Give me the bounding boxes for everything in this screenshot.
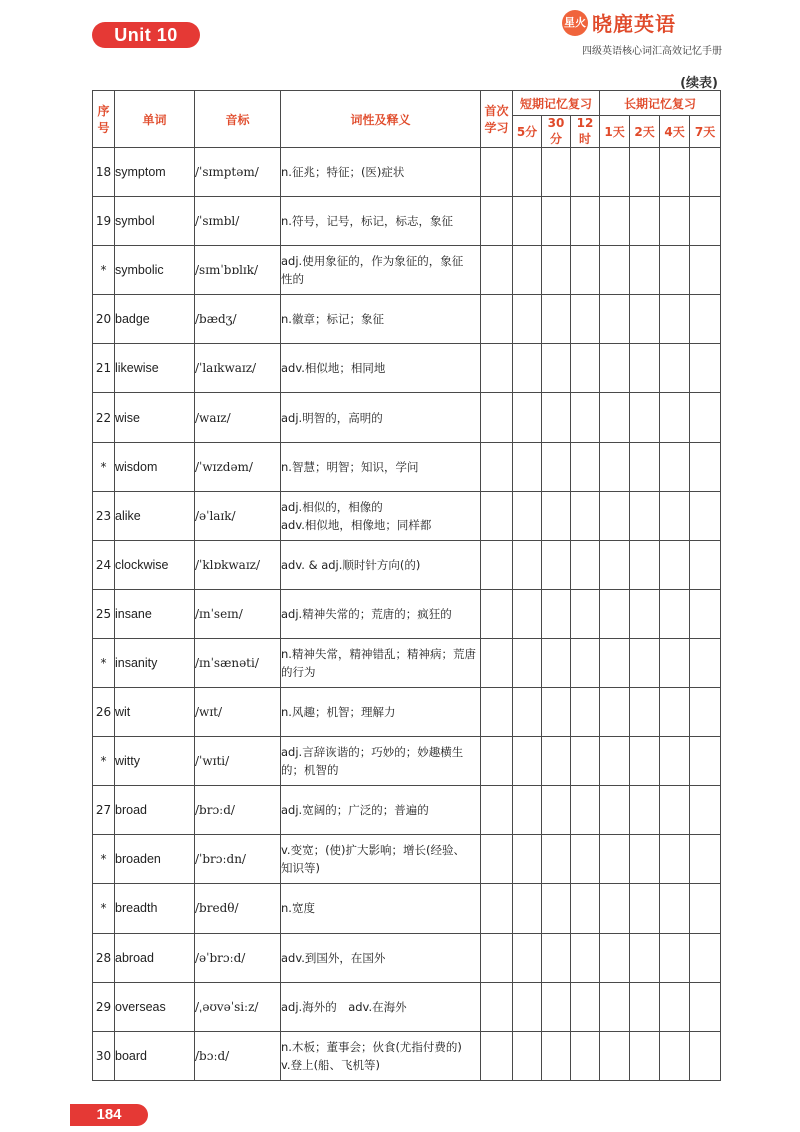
- review-cell-first-study[interactable]: [481, 835, 513, 884]
- review-cell-long-4day[interactable]: [660, 933, 690, 982]
- row-number: 21: [93, 344, 115, 393]
- review-cell-long-1day[interactable]: [600, 491, 630, 540]
- review-cell-short-30min[interactable]: [542, 491, 571, 540]
- review-cell-long-1day[interactable]: [600, 638, 630, 687]
- review-cell-long-4day[interactable]: [660, 1031, 690, 1080]
- table-row: [93, 786, 721, 835]
- definition-line: n.符号，记号，标记，标志，象征: [281, 214, 453, 229]
- review-cell-short-30min[interactable]: [542, 933, 571, 982]
- header-short-term: 短期记忆复习: [513, 91, 600, 116]
- review-cell-long-2day[interactable]: [630, 442, 660, 491]
- review-cell-long-2day[interactable]: [630, 344, 660, 393]
- review-cell-long-7day[interactable]: [690, 393, 721, 442]
- review-cell-long-4day[interactable]: [660, 442, 690, 491]
- review-cell-first-study[interactable]: [481, 540, 513, 589]
- brand-subtitle: 四级英语核心词汇高效记忆手册: [582, 46, 722, 57]
- header-long-1day: 1天: [600, 116, 630, 148]
- header-short-12h: 12时: [571, 116, 600, 148]
- definition-line: adj.言辞诙谐的；巧妙的；妙趣横生: [281, 745, 464, 760]
- review-cell-long-2day[interactable]: [630, 491, 660, 540]
- review-cell-short-5min[interactable]: [513, 491, 542, 540]
- row-word: board: [115, 1031, 195, 1080]
- review-cell-first-study[interactable]: [481, 1031, 513, 1080]
- row-word: symbolic: [115, 246, 195, 295]
- review-cell-short-5min[interactable]: [513, 737, 542, 786]
- row-phonetic: /brɔːd/: [195, 786, 281, 835]
- definition-line: n.精神失常，精神错乱；精神病；荒唐: [281, 646, 476, 661]
- review-cell-short-30min[interactable]: [542, 540, 571, 589]
- table-row: [93, 540, 721, 589]
- review-cell-short-12h[interactable]: [571, 933, 600, 982]
- review-cell-long-1day[interactable]: [600, 246, 630, 295]
- review-cell-long-7day[interactable]: [690, 688, 721, 737]
- definition-line: adj.相似的，相像的: [281, 499, 383, 514]
- definition-line: adj.宽阔的；广泛的；普遍的: [281, 803, 429, 818]
- review-cell-long-2day[interactable]: [630, 933, 660, 982]
- review-cell-long-7day[interactable]: [690, 1031, 721, 1080]
- review-cell-long-4day[interactable]: [660, 786, 690, 835]
- review-cell-long-2day[interactable]: [630, 197, 660, 246]
- review-cell-first-study[interactable]: [481, 786, 513, 835]
- unit-badge: Unit 10: [92, 22, 200, 48]
- review-cell-long-4day[interactable]: [660, 491, 690, 540]
- review-cell-long-7day[interactable]: [690, 786, 721, 835]
- row-word: broad: [115, 786, 195, 835]
- review-cell-long-7day[interactable]: [690, 982, 721, 1031]
- review-cell-short-12h[interactable]: [571, 982, 600, 1031]
- review-cell-first-study[interactable]: [481, 638, 513, 687]
- row-phonetic: /ˈbrɔːdn/: [195, 835, 281, 884]
- row-number: *: [93, 884, 115, 933]
- row-phonetic: /bredθ/: [195, 884, 281, 933]
- review-cell-long-7day[interactable]: [690, 148, 721, 197]
- review-cell-long-7day[interactable]: [690, 540, 721, 589]
- review-cell-short-12h[interactable]: [571, 344, 600, 393]
- brand-logo-icon: 星火: [562, 10, 588, 36]
- continued-label: (续表): [680, 76, 718, 91]
- table-row: [93, 737, 721, 786]
- review-cell-long-1day[interactable]: [600, 982, 630, 1031]
- table-row: [93, 884, 721, 933]
- review-cell-long-4day[interactable]: [660, 982, 690, 1031]
- definition-line: n.风趣；机智；理解力: [281, 705, 396, 720]
- review-cell-long-7day[interactable]: [690, 737, 721, 786]
- table-row: [93, 442, 721, 491]
- review-cell-first-study[interactable]: [481, 688, 513, 737]
- row-definition: [281, 442, 481, 491]
- review-cell-long-1day[interactable]: [600, 442, 630, 491]
- review-cell-short-5min[interactable]: [513, 442, 542, 491]
- row-number: 25: [93, 589, 115, 638]
- row-number: 26: [93, 688, 115, 737]
- review-cell-first-study[interactable]: [481, 295, 513, 344]
- review-cell-short-12h[interactable]: [571, 540, 600, 589]
- review-cell-short-5min[interactable]: [513, 933, 542, 982]
- review-cell-short-5min[interactable]: [513, 884, 542, 933]
- row-phonetic: /ˈwɪzdəm/: [195, 442, 281, 491]
- review-cell-long-7day[interactable]: [690, 246, 721, 295]
- row-word: abroad: [115, 933, 195, 982]
- brand-block: [552, 8, 722, 58]
- review-cell-short-5min[interactable]: [513, 1031, 542, 1080]
- row-number: *: [93, 835, 115, 884]
- row-word: badge: [115, 295, 195, 344]
- row-word: symptom: [115, 148, 195, 197]
- review-cell-long-7day[interactable]: [690, 884, 721, 933]
- review-cell-first-study[interactable]: [481, 393, 513, 442]
- header-word: 单词: [115, 91, 195, 148]
- review-cell-long-2day[interactable]: [630, 589, 660, 638]
- table-row: [93, 393, 721, 442]
- review-cell-short-12h[interactable]: [571, 884, 600, 933]
- row-number: 22: [93, 393, 115, 442]
- row-phonetic: /sɪmˈbɒlɪk/: [195, 246, 281, 295]
- review-cell-short-12h[interactable]: [571, 491, 600, 540]
- review-cell-long-2day[interactable]: [630, 295, 660, 344]
- review-cell-long-1day[interactable]: [600, 884, 630, 933]
- review-cell-first-study[interactable]: [481, 491, 513, 540]
- review-cell-long-1day[interactable]: [600, 295, 630, 344]
- review-cell-long-2day[interactable]: [630, 246, 660, 295]
- review-cell-short-30min[interactable]: [542, 197, 571, 246]
- row-phonetic: /ˈklɒkwaɪz/: [195, 540, 281, 589]
- review-cell-long-1day[interactable]: [600, 540, 630, 589]
- definition-line: adv.到国外，在国外: [281, 950, 386, 965]
- row-word: wit: [115, 688, 195, 737]
- row-word: clockwise: [115, 540, 195, 589]
- row-phonetic: /bɔːd/: [195, 1031, 281, 1080]
- row-number: 24: [93, 540, 115, 589]
- row-word: alike: [115, 491, 195, 540]
- row-definition: [281, 393, 481, 442]
- header-long-4day: 4天: [660, 116, 690, 148]
- row-number: 20: [93, 295, 115, 344]
- definition-line: adv.相似地，相像地；同样都: [281, 517, 432, 532]
- review-cell-first-study[interactable]: [481, 442, 513, 491]
- row-phonetic: /ˈlaɪkwaɪz/: [195, 344, 281, 393]
- review-cell-long-7day[interactable]: [690, 638, 721, 687]
- review-cell-long-1day[interactable]: [600, 1031, 630, 1080]
- review-cell-short-5min[interactable]: [513, 148, 542, 197]
- table-row: [93, 638, 721, 687]
- row-definition: [281, 1031, 481, 1080]
- row-word: likewise: [115, 344, 195, 393]
- review-cell-long-4day[interactable]: [660, 393, 690, 442]
- row-number: 23: [93, 491, 115, 540]
- row-number: *: [93, 737, 115, 786]
- table-row: [93, 197, 721, 246]
- review-cell-long-2day[interactable]: [630, 737, 660, 786]
- review-cell-short-5min[interactable]: [513, 688, 542, 737]
- review-cell-short-30min[interactable]: [542, 638, 571, 687]
- review-cell-long-2day[interactable]: [630, 786, 660, 835]
- table-row: [93, 933, 721, 982]
- row-definition: [281, 933, 481, 982]
- table-row: [93, 835, 721, 884]
- row-definition: [281, 638, 481, 687]
- review-cell-short-5min[interactable]: [513, 638, 542, 687]
- review-cell-long-1day[interactable]: [600, 148, 630, 197]
- row-word: witty: [115, 737, 195, 786]
- row-number: 30: [93, 1031, 115, 1080]
- row-phonetic: /əˈbrɔːd/: [195, 933, 281, 982]
- review-cell-short-12h[interactable]: [571, 638, 600, 687]
- header-definition: 词性及释义: [281, 91, 481, 148]
- review-cell-short-30min[interactable]: [542, 442, 571, 491]
- review-cell-short-12h[interactable]: [571, 1031, 600, 1080]
- review-cell-long-2day[interactable]: [630, 638, 660, 687]
- row-phonetic: /ˈsɪmbl/: [195, 197, 281, 246]
- vocabulary-table: [92, 90, 721, 1081]
- definition-line: 知识等): [281, 861, 320, 876]
- row-number: 28: [93, 933, 115, 982]
- review-cell-long-7day[interactable]: [690, 835, 721, 884]
- review-cell-long-1day[interactable]: [600, 835, 630, 884]
- review-cell-long-2day[interactable]: [630, 1031, 660, 1080]
- header-short-5min: 5分: [513, 116, 542, 148]
- row-definition: [281, 786, 481, 835]
- header-long-2day: 2天: [630, 116, 660, 148]
- review-cell-short-30min[interactable]: [542, 688, 571, 737]
- review-cell-short-30min[interactable]: [542, 1031, 571, 1080]
- review-cell-long-2day[interactable]: [630, 835, 660, 884]
- row-word: wise: [115, 393, 195, 442]
- review-cell-short-5min[interactable]: [513, 982, 542, 1031]
- row-definition: [281, 688, 481, 737]
- review-cell-long-1day[interactable]: [600, 344, 630, 393]
- definition-line: adj.海外的 adv.在海外: [281, 999, 407, 1014]
- review-cell-short-12h[interactable]: [571, 688, 600, 737]
- review-cell-short-12h[interactable]: [571, 442, 600, 491]
- row-phonetic: /ˈwɪti/: [195, 737, 281, 786]
- review-cell-short-30min[interactable]: [542, 246, 571, 295]
- review-cell-short-30min[interactable]: [542, 982, 571, 1031]
- review-cell-short-30min[interactable]: [542, 148, 571, 197]
- review-cell-long-4day[interactable]: [660, 835, 690, 884]
- review-cell-long-1day[interactable]: [600, 393, 630, 442]
- review-cell-first-study[interactable]: [481, 197, 513, 246]
- review-cell-long-4day[interactable]: [660, 197, 690, 246]
- review-cell-long-1day[interactable]: [600, 737, 630, 786]
- definition-line: adj.明智的，高明的: [281, 410, 383, 425]
- review-cell-first-study[interactable]: [481, 884, 513, 933]
- row-definition: [281, 246, 481, 295]
- review-cell-first-study[interactable]: [481, 589, 513, 638]
- definition-line: 性的: [281, 272, 304, 287]
- review-cell-long-1day[interactable]: [600, 933, 630, 982]
- review-cell-long-4day[interactable]: [660, 540, 690, 589]
- review-cell-short-12h[interactable]: [571, 737, 600, 786]
- review-cell-short-30min[interactable]: [542, 737, 571, 786]
- review-cell-short-30min[interactable]: [542, 884, 571, 933]
- review-cell-short-12h[interactable]: [571, 786, 600, 835]
- row-word: overseas: [115, 982, 195, 1031]
- row-phonetic: /ˈsɪmptəm/: [195, 148, 281, 197]
- review-cell-short-5min[interactable]: [513, 835, 542, 884]
- definition-line: 的行为: [281, 664, 316, 679]
- review-cell-long-4day[interactable]: [660, 246, 690, 295]
- definition-line: n.宽度: [281, 901, 315, 916]
- review-cell-short-12h[interactable]: [571, 835, 600, 884]
- review-cell-short-5min[interactable]: [513, 786, 542, 835]
- review-cell-short-12h[interactable]: [571, 589, 600, 638]
- row-word: breadth: [115, 884, 195, 933]
- review-cell-first-study[interactable]: [481, 344, 513, 393]
- review-cell-long-1day[interactable]: [600, 589, 630, 638]
- review-cell-long-1day[interactable]: [600, 688, 630, 737]
- row-definition: [281, 737, 481, 786]
- table-row: [93, 1031, 721, 1080]
- review-cell-long-4day[interactable]: [660, 589, 690, 638]
- row-definition: [281, 589, 481, 638]
- review-cell-short-30min[interactable]: [542, 295, 571, 344]
- review-cell-short-5min[interactable]: [513, 295, 542, 344]
- table-row: [93, 491, 721, 540]
- header-num: 序号: [93, 91, 115, 148]
- row-phonetic: /waɪz/: [195, 393, 281, 442]
- review-cell-long-4day[interactable]: [660, 295, 690, 344]
- row-number: *: [93, 638, 115, 687]
- row-phonetic: /bædʒ/: [195, 295, 281, 344]
- row-word: symbol: [115, 197, 195, 246]
- review-cell-long-1day[interactable]: [600, 197, 630, 246]
- review-cell-short-30min[interactable]: [542, 786, 571, 835]
- review-cell-short-5min[interactable]: [513, 540, 542, 589]
- review-cell-first-study[interactable]: [481, 246, 513, 295]
- review-cell-first-study[interactable]: [481, 737, 513, 786]
- row-phonetic: /ɪnˈsænəti/: [195, 638, 281, 687]
- review-cell-long-2day[interactable]: [630, 688, 660, 737]
- row-definition: [281, 491, 481, 540]
- definition-line: adv. & adj.顺时针方向(的): [281, 557, 421, 572]
- row-definition: [281, 197, 481, 246]
- review-cell-long-7day[interactable]: [690, 933, 721, 982]
- review-cell-long-4day[interactable]: [660, 344, 690, 393]
- review-cell-long-7day[interactable]: [690, 295, 721, 344]
- header-long-term: 长期记忆复习: [600, 91, 721, 116]
- review-cell-short-12h[interactable]: [571, 148, 600, 197]
- row-number: 29: [93, 982, 115, 1031]
- definition-line: n.智慧；明智；知识，学问: [281, 459, 419, 474]
- definition-line: adj.使用象征的，作为象征的，象征: [281, 254, 464, 269]
- review-cell-short-12h[interactable]: [571, 393, 600, 442]
- row-word: wisdom: [115, 442, 195, 491]
- definition-line: v.变宽；(使)扩大影响；增长(经验、: [281, 843, 466, 858]
- header-phonetic: 音标: [195, 91, 281, 148]
- review-cell-short-30min[interactable]: [542, 344, 571, 393]
- review-cell-short-30min[interactable]: [542, 835, 571, 884]
- table-row: [93, 982, 721, 1031]
- row-phonetic: /wɪt/: [195, 688, 281, 737]
- definition-line: 的；机智的: [281, 763, 339, 778]
- review-cell-long-2day[interactable]: [630, 540, 660, 589]
- table-row: [93, 148, 721, 197]
- review-cell-long-2day[interactable]: [630, 393, 660, 442]
- row-number: 18: [93, 148, 115, 197]
- review-cell-short-5min[interactable]: [513, 344, 542, 393]
- definition-line: v.登上(船、飞机等): [281, 1057, 381, 1072]
- review-cell-short-5min[interactable]: [513, 246, 542, 295]
- table-row: [93, 589, 721, 638]
- row-word: insane: [115, 589, 195, 638]
- review-cell-first-study[interactable]: [481, 148, 513, 197]
- row-number: 27: [93, 786, 115, 835]
- header-first-study: 首次学习: [481, 91, 513, 148]
- review-cell-short-5min[interactable]: [513, 197, 542, 246]
- row-number: *: [93, 246, 115, 295]
- row-definition: [281, 982, 481, 1031]
- review-cell-short-12h[interactable]: [571, 295, 600, 344]
- review-cell-long-2day[interactable]: [630, 884, 660, 933]
- header-long-7day: 7天: [690, 116, 721, 148]
- review-cell-short-12h[interactable]: [571, 246, 600, 295]
- review-cell-long-4day[interactable]: [660, 638, 690, 687]
- row-phonetic: /əˈlaɪk/: [195, 491, 281, 540]
- table-row: [93, 344, 721, 393]
- brand-name: 晓鹿英语: [592, 12, 676, 36]
- review-cell-long-7day[interactable]: [690, 491, 721, 540]
- table-row: [93, 295, 721, 344]
- row-number: *: [93, 442, 115, 491]
- review-cell-long-7day[interactable]: [690, 442, 721, 491]
- definition-line: n.木板；董事会；伙食(尤指付费的): [281, 1039, 462, 1054]
- review-cell-long-4day[interactable]: [660, 688, 690, 737]
- review-cell-first-study[interactable]: [481, 982, 513, 1031]
- review-cell-first-study[interactable]: [481, 933, 513, 982]
- table-row: [93, 688, 721, 737]
- row-word: insanity: [115, 638, 195, 687]
- row-definition: [281, 884, 481, 933]
- definition-line: adj.精神失常的；荒唐的；疯狂的: [281, 606, 452, 621]
- review-cell-long-2day[interactable]: [630, 148, 660, 197]
- review-cell-short-30min[interactable]: [542, 589, 571, 638]
- review-cell-long-4day[interactable]: [660, 148, 690, 197]
- review-cell-long-4day[interactable]: [660, 884, 690, 933]
- table-row: [93, 246, 721, 295]
- row-word: broaden: [115, 835, 195, 884]
- review-cell-long-1day[interactable]: [600, 786, 630, 835]
- row-phonetic: /ɪnˈseɪn/: [195, 589, 281, 638]
- row-definition: [281, 344, 481, 393]
- definition-line: adv.相似地；相同地: [281, 361, 386, 376]
- page-number: 184: [70, 1104, 148, 1126]
- review-cell-short-30min[interactable]: [542, 393, 571, 442]
- review-cell-long-2day[interactable]: [630, 982, 660, 1031]
- review-cell-short-5min[interactable]: [513, 589, 542, 638]
- row-number: 19: [93, 197, 115, 246]
- review-cell-long-7day[interactable]: [690, 197, 721, 246]
- review-cell-long-4day[interactable]: [660, 737, 690, 786]
- row-phonetic: /ˌəʊvəˈsiːz/: [195, 982, 281, 1031]
- row-definition: [281, 540, 481, 589]
- review-cell-long-7day[interactable]: [690, 344, 721, 393]
- header-short-30min: 30分: [542, 116, 571, 148]
- definition-line: n.征兆；特征；(医)症状: [281, 165, 405, 180]
- review-cell-short-5min[interactable]: [513, 393, 542, 442]
- review-cell-long-7day[interactable]: [690, 589, 721, 638]
- review-cell-short-12h[interactable]: [571, 197, 600, 246]
- definition-line: n.徽章；标记；象征: [281, 312, 384, 327]
- row-definition: [281, 295, 481, 344]
- row-definition: [281, 148, 481, 197]
- row-definition: [281, 835, 481, 884]
